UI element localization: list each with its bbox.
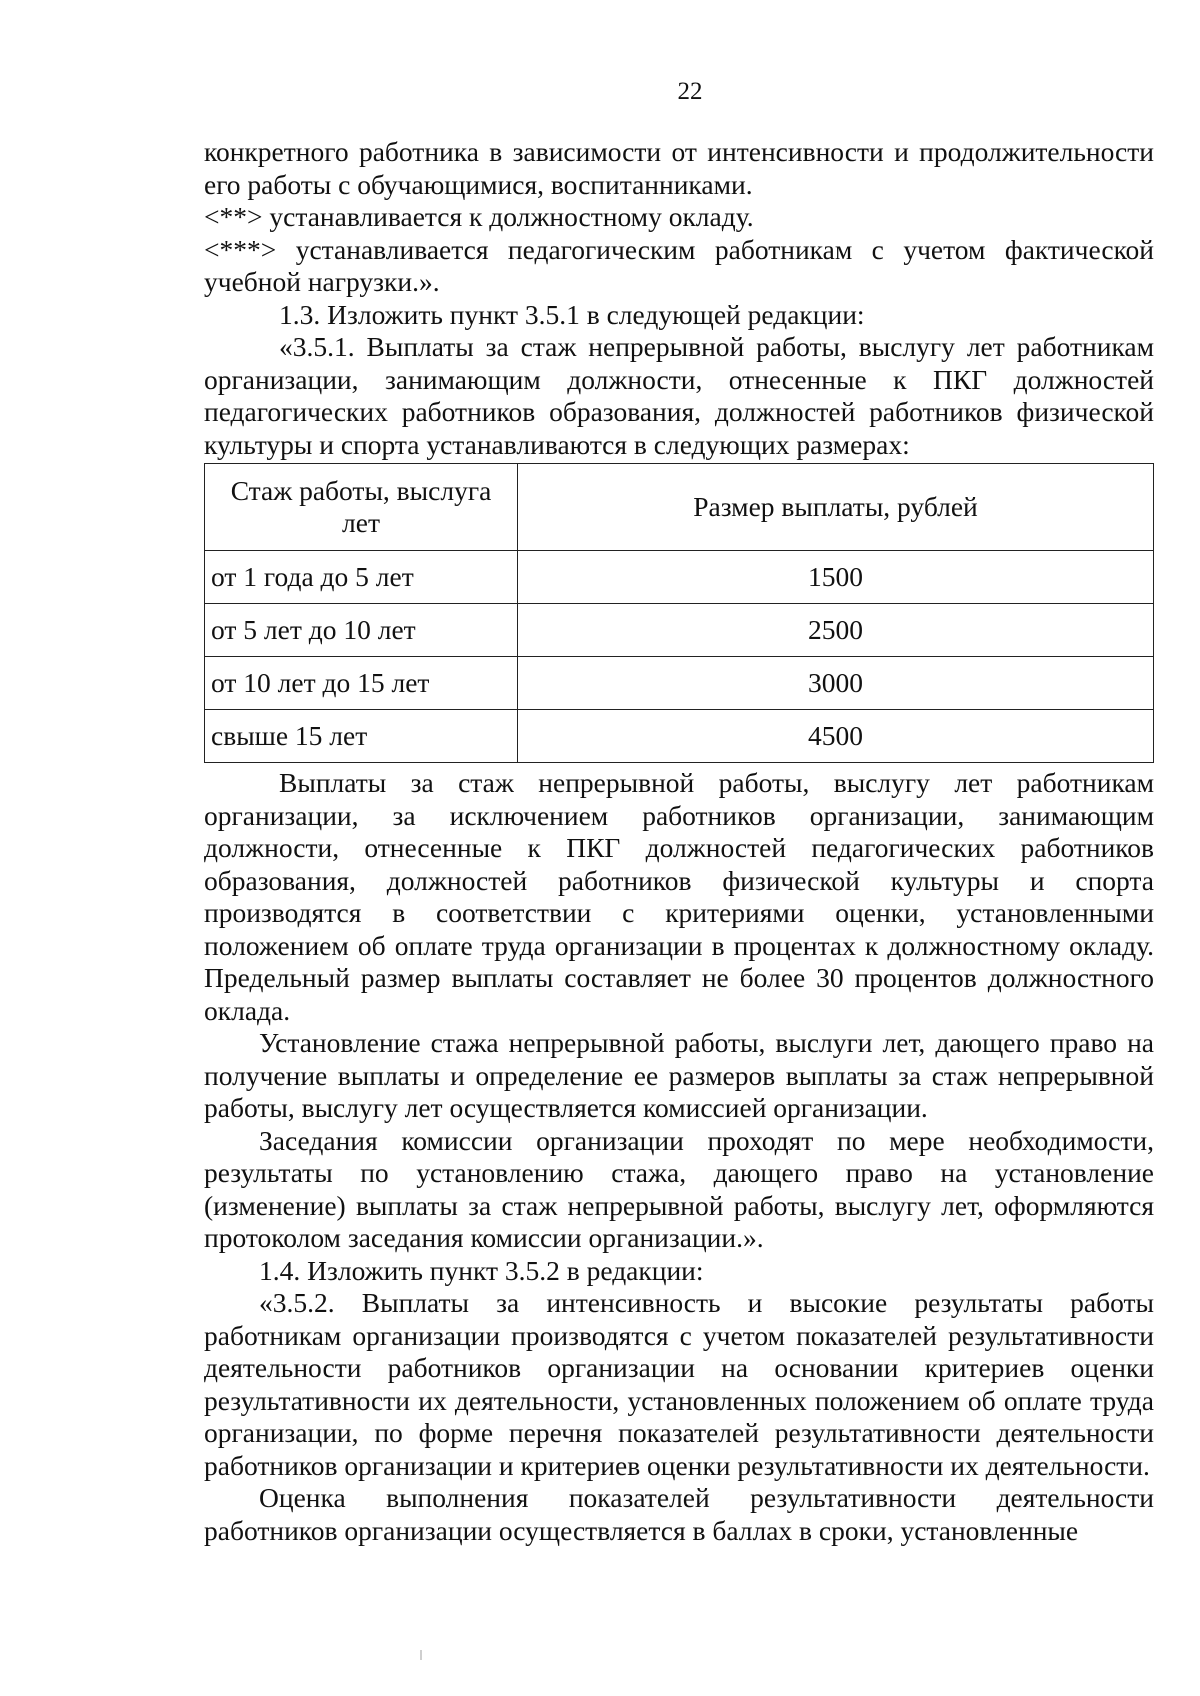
table-cell-period: от 10 лет до 15 лет — [205, 657, 518, 710]
table-cell-period: от 1 года до 5 лет — [205, 551, 518, 604]
table-header-row — [205, 464, 1154, 551]
table-row — [205, 551, 1154, 604]
table-cell-period: от 5 лет до 10 лет — [205, 604, 518, 657]
payment-table — [204, 463, 1154, 763]
page-number: 22 — [677, 78, 703, 105]
paragraph-clause-3-5-2: «3.5.2. Выплаты за интенсивность и высокие результаты работы работникам организации производятся с учетом показателей результативности деятельности работников организации на основании критериев оценки результативности их деятельности, установленных положением об оплате труда организации, по форме перечня показателей результативности деятельности работников организации и критериев оценки результативности их деятельности. — [204, 1287, 1154, 1481]
paragraph-item-1-3: 1.3. Изложить пункт 3.5.1 в следующей редакции: — [279, 298, 865, 330]
paragraph-continuation: конкретного работника в зависимости от интенсивности и продолжительности его работы с обучающимися, воспитанниками. — [204, 136, 1154, 200]
table-cell-amount: 4500 — [518, 710, 1154, 763]
scan-artifact — [420, 1650, 422, 1660]
table-row — [205, 657, 1154, 710]
paragraph-commission: Установление стажа непрерывной работы, выслуги лет, дающего право на получение выплаты и определение ее размеров выплаты за стаж непрерывной работы, выслугу лет осуществляется комиссией организации. — [204, 1027, 1154, 1123]
table-row — [205, 604, 1154, 657]
paragraph-assessment: Оценка выполнения показателей результативности деятельности работников организации осуществляется в баллах в сроки, установленные — [204, 1482, 1154, 1546]
table-cell-period: свыше 15 лет — [205, 710, 518, 763]
table-header-cell: Стаж работы, выслуга лет — [205, 464, 518, 551]
paragraph-clause-3-5-1: «3.5.1. Выплаты за стаж непрерывной работы, выслугу лет работникам организации, занимающим должности, отнесенные к ПКГ должностей педагогических работников образования, должностей работников физической культуры и спорта устанавливаются в следующих размерах: — [204, 331, 1154, 460]
table-row — [205, 710, 1154, 763]
table-cell-amount: 3000 — [518, 657, 1154, 710]
table-cell-amount: 1500 — [518, 551, 1154, 604]
table-cell-amount: 2500 — [518, 604, 1154, 657]
footnote-double-star: <**> устанавливается к должностному окладу. — [204, 201, 754, 232]
paragraph-length-of-service: Выплаты за стаж непрерывной работы, выслугу лет работникам организации, за исключением работников организации, занимающим должности, отнесенные к ПКГ должностей педагогических работников образования, должностей работников физической культуры и спорта производятся в соответствии с критериями оценки, установленными положением об оплате труда организации в процентах к должностному окладу. Предельный размер выплаты составляет не более 30 процентов должностного оклада. — [204, 767, 1154, 1026]
document-body — [204, 136, 1154, 1547]
paragraph-item-1-4: 1.4. Изложить пункт 3.5.2 в редакции: — [259, 1254, 704, 1286]
footnote-triple-star: <***> устанавливается педагогическим работникам с учетом фактической учебной нагрузки.». — [204, 233, 1154, 297]
table-header-cell: Размер выплаты, рублей — [518, 464, 1154, 551]
paragraph-commission-meetings: Заседания комиссии организации проходят по мере необходимости, результаты по установлению стажа, дающего право на установление (изменение) выплаты за стаж непрерывной работы, выслугу лет, оформляются протоколом заседания комиссии организации.». — [204, 1124, 1154, 1253]
